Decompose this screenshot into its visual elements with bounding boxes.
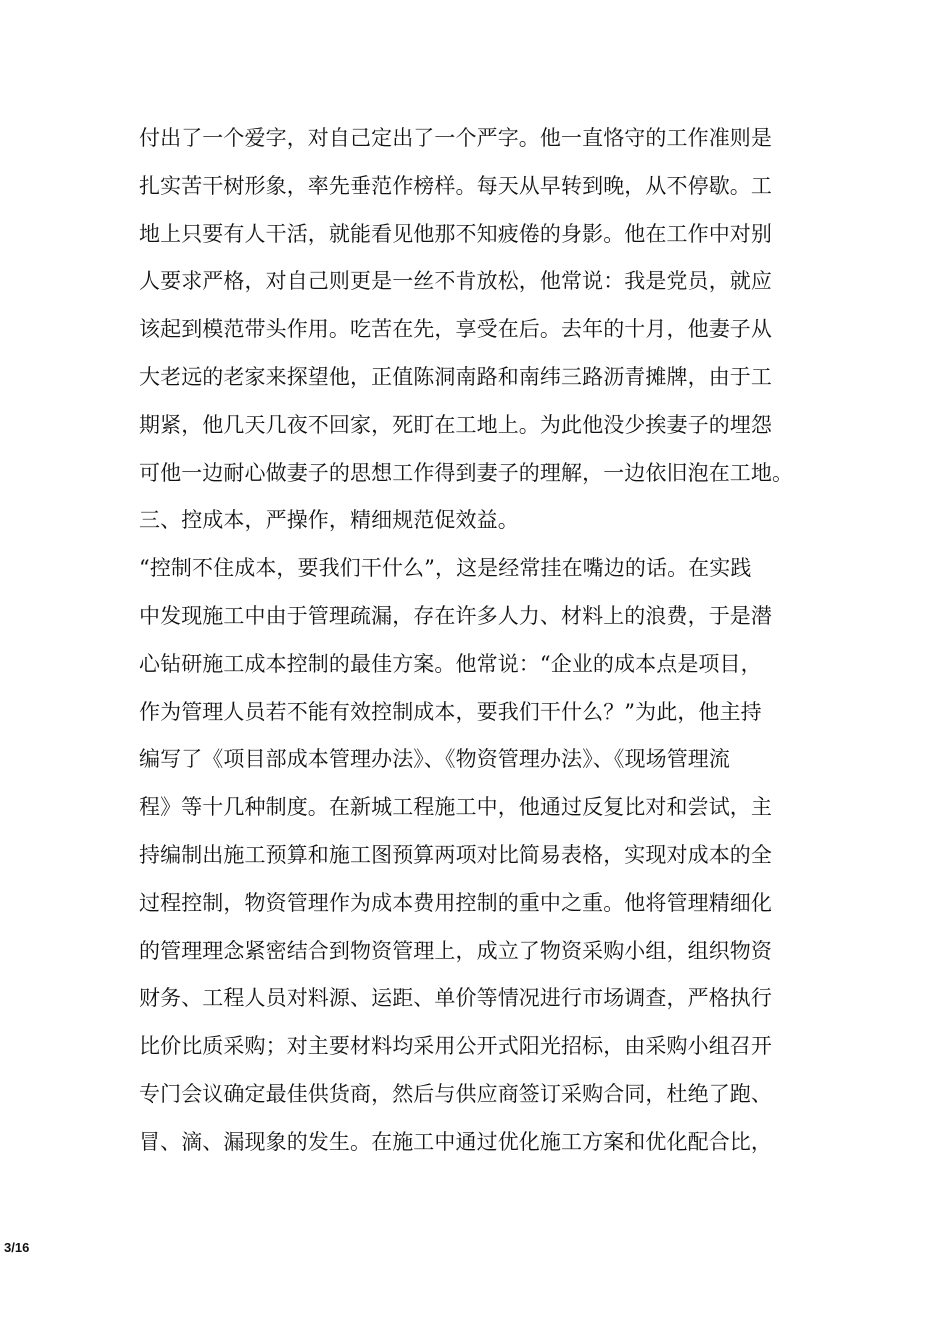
section-heading: 三、控成本，严操作，精细规范促效益。	[139, 508, 519, 533]
text-line: 人要求严格，对自己则更是一丝不肯放松，他常说：我是党员，就应	[139, 269, 772, 294]
text-line: 作为管理人员若不能有效控制成本，要我们干什么？”为此，他主持	[139, 699, 762, 724]
text-line: 地上只要有人干活，就能看见他那不知疲倦的身影。他在工作中对别	[139, 221, 772, 246]
text-line: 比价比质采购；对主要材料均采用公开式阳光招标，由采购小组召开	[139, 1034, 772, 1059]
text-line: 扎实苦干树形象，率先垂范作榜样。每天从早转到晚，从不停歇。工	[139, 173, 772, 198]
text-line: “控制不住成本，要我们干什么”，这是经常挂在嘴边的话。在实践	[139, 556, 752, 581]
text-line: 心钻研施工成本控制的最佳方案。他常说：“企业的成本点是项目，	[139, 651, 762, 676]
text-line: 大老远的老家来探望他，正值陈洞南路和南纬三路沥青摊牌，由于工	[139, 364, 772, 389]
text-line: 程》等十几种制度。在新城工程施工中，他通过反复比对和尝试，主	[139, 795, 772, 820]
text-line: 付出了一个爱字，对自己定出了一个严字。他一直恪守的工作准则是	[139, 126, 772, 150]
text-line: 编写了《项目部成本管理办法》、《物资管理办法》、《现场管理流	[139, 747, 730, 772]
text-line: 财务、工程人员对料源、运距、单价等情况进行市场调查，严格执行	[139, 986, 772, 1011]
text-line: 期紧，他几天几夜不回家，死盯在工地上。为此他没少挨妻子的埋怨	[139, 412, 772, 437]
text-line: 冒、滴、漏现象的发生。在施工中通过优化施工方案和优化配合比，	[139, 1129, 772, 1154]
text-line: 持编制出施工预算和施工图预算两项对比简易表格，实现对成本的全	[139, 842, 772, 867]
text-line: 的管理理念紧密结合到物资管理上，成立了物资采购小组，组织物资	[139, 938, 772, 963]
page-number: 3/16	[4, 1240, 30, 1255]
text-line: 中发现施工中由于管理疏漏，存在许多人力、材料上的浪费，于是潜	[139, 603, 772, 628]
text-line: 可他一边耐心做妻子的思想工作得到妻子的理解，一边依旧泡在工地。	[139, 460, 794, 485]
text-line: 过程控制，物资管理作为成本费用控制的重中之重。他将管理精细化	[139, 890, 772, 915]
text-line: 该起到模范带头作用。吃苦在先，享受在后。去年的十月，他妻子从	[139, 317, 772, 342]
text-line: 专门会议确定最佳供货商，然后与供应商签订采购合同，杜绝了跑、	[139, 1081, 772, 1106]
body-text	[139, 115, 823, 1167]
